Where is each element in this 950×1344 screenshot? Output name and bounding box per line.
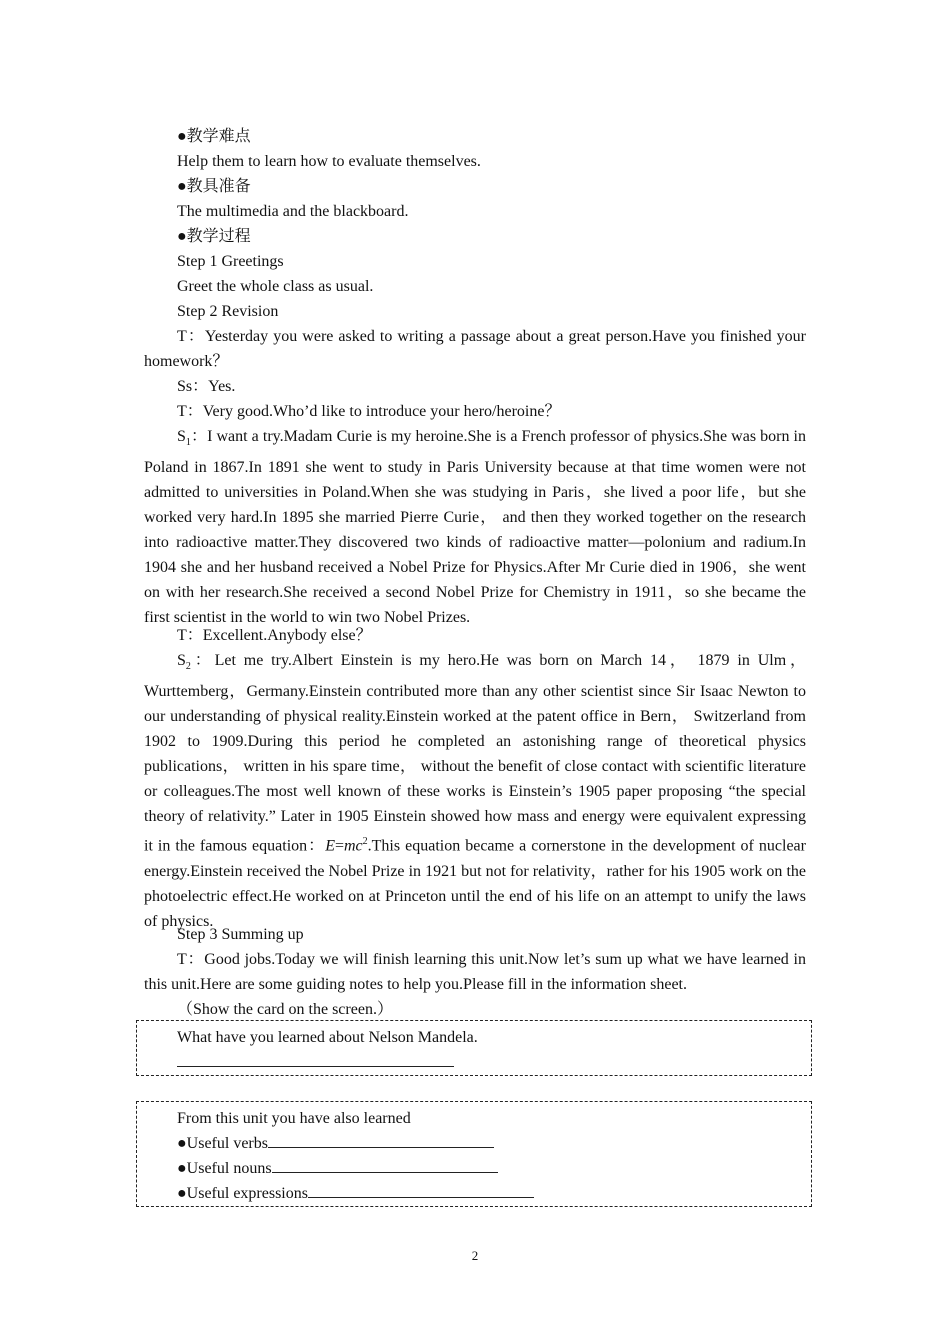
student2-text-a: ：Let me try.Albert Einstein is my hero.He was born on March 14， 1879 in Ulm，Wurttemberg，Germany.Einstein contributed more than any other scientist since Sir Isaac Newton to our understanding of physical reality.Einstein worked at the patent office in Bern， Switzerland from 1902 to 1909.During this period he completed an astonishing range of theoretical physics publications， written in his spare time， without the benefit of close contact with scientific literature or colleagues.The most well known of these works is Einstein’s 1905 paper proposing “the special theory of relativity.” Later in 1905 Einstein showed how mass and energy were equivalent expressing it in the famous equation：: [144, 652, 806, 855]
difficulty-text: Help them to learn how to evaluate themselves.: [177, 153, 481, 170]
student2-text-b: .This equation became a cornerstone in the development of nuclear energy.Einstein received the Nobel Prize in 1921 but not for relativity，rather for his 1905 work on the photoelectric effect.He worked on at Princeton until the end of his life on an attempt to unify the laws of physics.: [144, 837, 806, 930]
mandela-answer-line[interactable]: [177, 1050, 454, 1075]
step1-heading: Step 1 Greetings: [177, 253, 284, 270]
useful-verbs-blank[interactable]: [268, 1131, 494, 1148]
useful-expressions-label: ●Useful expressions: [177, 1185, 308, 1202]
students-answer: Ss：Yes.: [177, 378, 236, 395]
equation-superscript: 2: [362, 836, 368, 848]
teacher-reply-3: T：Excellent.Anybody else？: [177, 627, 372, 644]
show-card-note: （Show the card on the screen.）: [177, 1001, 393, 1018]
useful-expressions-row: [177, 1181, 534, 1206]
equation-mc: mc: [344, 837, 363, 855]
student2-paragraph: [144, 648, 806, 934]
student2-label: S: [177, 652, 186, 669]
useful-verbs-row: [177, 1131, 494, 1156]
student2-subscript: 2: [185, 661, 191, 673]
page-number: 2: [471, 1248, 479, 1263]
mandela-question: What have you learned about Nelson Mandela.: [177, 1029, 478, 1046]
step2-heading: Step 2 Revision: [177, 303, 279, 320]
useful-expressions-blank[interactable]: [308, 1181, 534, 1198]
step3-heading: Step 3 Summing up: [177, 926, 304, 943]
student1-paragraph: [144, 424, 806, 630]
step1-text: Greet the whole class as usual.: [177, 278, 374, 295]
equation-e: E: [325, 837, 335, 855]
student1-text: ：I want a try.Madam Curie is my heroine.She is a French professor of physics.She was born in Poland in 1867.In 1891 she went to study in Paris University because at that time women were not admitted to universities in Poland.When she was studying in Paris，she lived a poor life，but she worked very hard.In 1895 she married Pierre Curie， and then they worked together on the research into radioactive matter.They discovered two kinds of radioactive matter—polonium and radium.In 1904 she and her husband received a Nobel Prize for Physics.After Mr Curie died in 1906，she went on with her research.She received a second Nobel Prize for Chemistry in 1911，so she became the first scientist in the world to win two Nobel Prizes.: [144, 428, 807, 627]
tools-heading: ●教具准备: [177, 178, 251, 195]
teacher-question-2: T：Very good.Who’d like to introduce your hero/heroine？: [177, 403, 561, 420]
useful-nouns-blank[interactable]: [272, 1156, 498, 1173]
difficulty-heading: ●教学难点: [177, 128, 251, 145]
process-heading: ●教学过程: [177, 228, 251, 245]
student1-subscript: 1: [185, 437, 191, 449]
useful-verbs-label: ●Useful verbs: [177, 1135, 268, 1152]
tools-text: The multimedia and the blackboard.: [177, 203, 409, 220]
learned-summary-box: [136, 1101, 812, 1207]
teacher-instruction: T：Good jobs.Today we will finish learning this unit.Now let’s sum up what we have learned in this unit.Here are some guiding notes to help you.Please fill in the information sheet.: [144, 951, 806, 993]
answer-blank[interactable]: [177, 1050, 454, 1067]
summary-intro: From this unit you have also learned: [177, 1110, 411, 1127]
mandela-question-box: [136, 1020, 812, 1076]
equation-equals: =: [334, 837, 344, 855]
teacher-question-1: T：Yesterday you were asked to writing a passage about a great person.Have you finished your homework？: [144, 328, 806, 370]
useful-nouns-label: ●Useful nouns: [177, 1160, 272, 1177]
useful-nouns-row: [177, 1156, 498, 1181]
student1-label: S: [177, 428, 186, 445]
